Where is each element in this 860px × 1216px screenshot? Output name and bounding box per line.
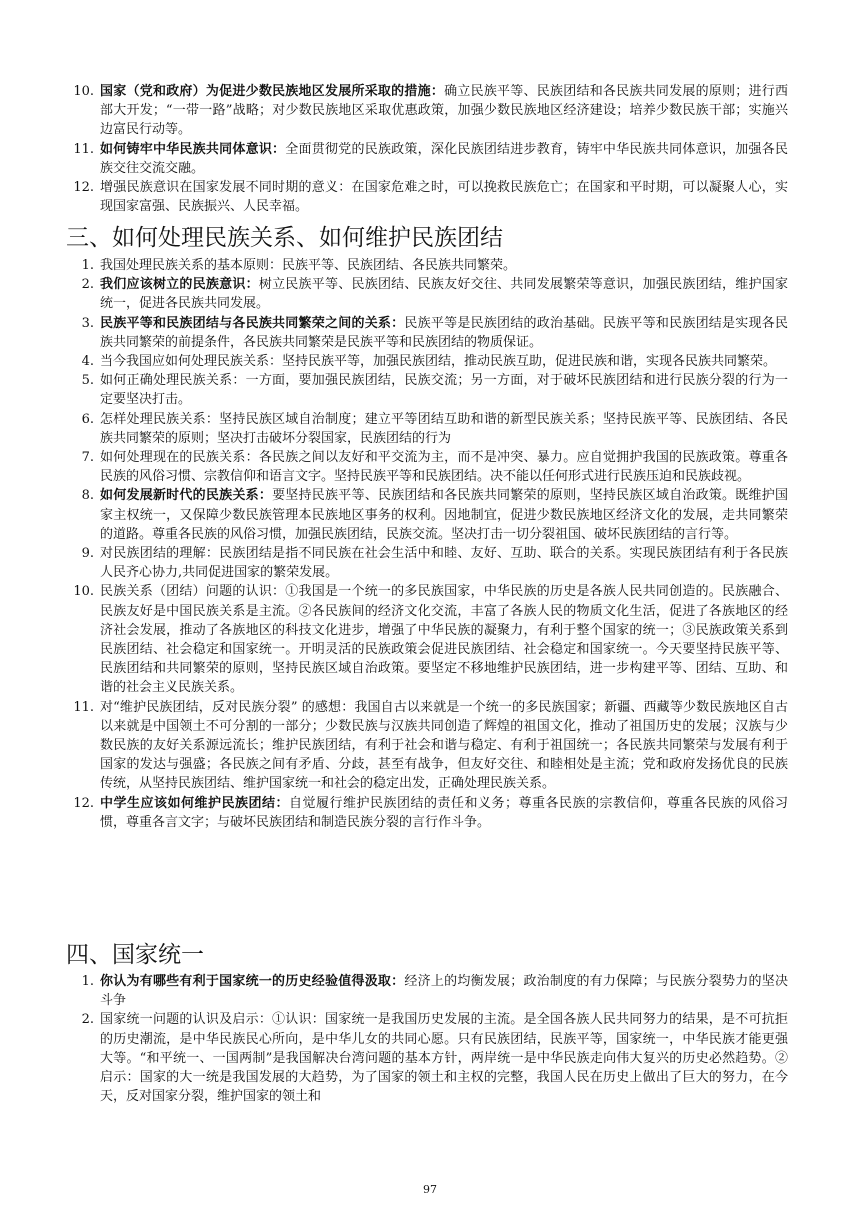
item-text bbox=[100, 314, 788, 352]
item-body: 怎样处理民族关系：坚持民族区域自治制度；建立平等团结互助和谐的新型民族关系；坚持民族平等、民族团结、各民族共同繁荣的原则；坚决打击破坏分裂国家，民族团结的行为 bbox=[100, 411, 788, 446]
item-body: 经济上的均衡发展；政治制度的有力保障；与民族分裂势力的坚决斗争 bbox=[100, 974, 788, 1009]
item-body: 如何处理现在的民族关系：各民族之间以友好和平交流为主，而不是冲突、暴力。应自觉拥护我国的民族政策。尊重各民族的风俗习惯、宗教信仰和语言文字。坚持民族平等和民族团结。决不能以任何形式进行民族压迫和民族歧视。 bbox=[100, 450, 788, 485]
item-text bbox=[100, 140, 788, 178]
item-body: 国家统一问题的认识及启示：①认识：国家统一是我国历史发展的主流。是全国各族人民共同努力的结果，是不可抗拒的历史潮流，是中华民族民心所向，是中华儿女的共同心愿。只有民族团结，民族平等，国家统一，中华民族才能更强大等。“和平统一、一国两制”是我国解决台湾问题的基本方针，两岸统一是中华民族走向伟大复兴的历史必然趋势。②启示：国家的大一统是我国发展的大趋势，为了国家的领土和主权的完整，我国人民在历史上做出了巨大的努力，在今天，反对国家分裂，维护国家的领土和 bbox=[100, 1012, 788, 1105]
list-item bbox=[66, 698, 788, 794]
list-section-2-tail bbox=[66, 82, 788, 216]
item-bold-lead: 民族平等和民族团结与各民族共同繁荣之间的关系： bbox=[100, 315, 405, 331]
item-text bbox=[100, 972, 788, 1010]
item-number: 7. bbox=[81, 450, 94, 466]
item-text bbox=[100, 698, 788, 794]
list-item bbox=[66, 352, 788, 371]
list-section-3 bbox=[66, 256, 788, 832]
list-item bbox=[66, 582, 788, 697]
item-body: 树立民族平等、民族团结、民族友好交往、共同发展繁荣等意识，加强民族团结，维护国家统一，促进各民族共同发展。 bbox=[100, 277, 788, 312]
item-bold-lead: 如何铸牢中华民族共同体意识： bbox=[100, 141, 286, 157]
item-text bbox=[100, 82, 788, 140]
item-number: 6. bbox=[81, 411, 94, 427]
item-body: 民族平等是民族团结的政治基础。民族平等和民族团结是实现各民族共同繁荣的前提条件，各民族共同繁荣是民族平等和民族团结的物质保证。 bbox=[100, 315, 788, 350]
list-item bbox=[66, 410, 788, 448]
list-item bbox=[66, 794, 788, 832]
item-text bbox=[100, 448, 788, 486]
list-item bbox=[66, 178, 788, 216]
item-number: 12. bbox=[73, 180, 94, 196]
item-text bbox=[100, 275, 788, 313]
list-item bbox=[66, 448, 788, 486]
list-item bbox=[66, 371, 788, 409]
item-body: 确立民族平等、民族团结和各民族共同发展的原则；进行西部大开发；“一带一路”战略；对少数民族地区采取优惠政策，加强少数民族地区经济建设；培养少数民族干部；实施兴边富民行动等。 bbox=[100, 84, 788, 138]
item-body: 民族关系（团结）问题的认识：①我国是一个统一的多民族国家，中华民族的历史是各族人民共同创造的。民族融合、民族友好是中国民族关系是主流。②各民族间的经济文化交流，丰富了各族人民的物质文化生活，促进了各族地区的经济社会发展，推动了各族地区的科技文化进步，增强了中华民族的凝聚力，有利于整个国家的统一；③民族政策关系到民族团结、社会稳定和国家统一。开明灵活的民族政策会促进民族团结、社会稳定和国家统一。今天要坚持民族平等、民族团结和共同繁荣的原则，坚持民族区域自治政策。要坚定不移地维护民族团结，进一步构建平等、团结、互助、和谐的社会主义民族关系。 bbox=[100, 584, 788, 696]
item-number: 4. bbox=[81, 354, 94, 370]
list-item bbox=[66, 256, 788, 275]
item-text bbox=[100, 794, 788, 832]
list-item bbox=[66, 1010, 788, 1106]
item-number: 1. bbox=[81, 258, 94, 273]
item-text bbox=[100, 371, 788, 409]
list-item bbox=[66, 486, 788, 544]
list-item bbox=[66, 972, 788, 1010]
item-number: 1. bbox=[81, 974, 94, 989]
item-number: 10. bbox=[73, 84, 94, 99]
item-number: 10. bbox=[73, 584, 94, 600]
item-bold-lead: 我们应该树立的民族意识： bbox=[100, 277, 259, 293]
item-body: 对民族团结的理解：民族团结是指不同民族在社会生活中和睦、友好、互助、联合的关系。实现民族团结有利于各民族人民齐心协力,共同促进国家的繁荣发展。 bbox=[100, 546, 788, 581]
item-body: 自觉履行维护民族团结的责任和义务；尊重各民族的宗教信仰，尊重各民族的风俗习惯，尊重各言文字；与破坏民族团结和制造民族分裂的言行作斗争。 bbox=[100, 795, 788, 830]
item-number: 2. bbox=[81, 1012, 94, 1028]
item-text bbox=[100, 486, 788, 544]
item-body: 我国处理民族关系的基本原则：民族平等、民族团结、各民族共同繁荣。 bbox=[100, 258, 517, 273]
item-body: 对“维护民族团结，反对民族分裂” 的感想：我国自古以来就是一个统一的多民族国家；新疆、西藏等少数民族地区自古以来就是中国领土不可分割的一部分；少数民族与汉族共同创造了辉煌的祖国文化，推动了祖国历史的发展；汉族与少数民族的友好关系源远流长；维护民族团结，有利于社会和谐与稳定、有利于祖国统一；各民族共同繁荣与发展有利于国家的发达与强盛；各民族之间有矛盾、分歧，甚至有战争，但友好交往、和睦相处是主流；党和政府发扬优良的民族传统，从坚持民族团结、维护国家统一和社会的稳定出发，正确处理民族关系。 bbox=[100, 699, 788, 792]
item-body: 增强民族意识在国家发展不同时期的意义：在国家危难之时，可以挽救民族危亡；在国家和平时期，可以凝聚人心，实现国家富强、民族振兴、人民幸福。 bbox=[100, 180, 788, 215]
heading-section-4: 四、国家统一 bbox=[66, 942, 204, 968]
item-body: 如何正确处理民族关系：一方面，要加强民族团结，民族交流；另一方面，对于破坏民族团结和进行民族分裂的行为一定要坚决打击。 bbox=[100, 373, 788, 408]
item-number: 11. bbox=[73, 699, 94, 715]
item-text bbox=[100, 1010, 788, 1106]
item-bold-lead: 你认为有哪些有利于国家统一的历史经验值得汲取： bbox=[100, 974, 405, 989]
list-item bbox=[66, 140, 788, 178]
item-text bbox=[100, 352, 788, 371]
item-bold-lead: 国家（党和政府）为促进少数民族地区发展所采取的措施： bbox=[100, 84, 445, 99]
list-section-4 bbox=[66, 972, 788, 1106]
item-number: 12. bbox=[73, 795, 94, 811]
item-number: 8. bbox=[81, 488, 94, 504]
item-body: 当今我国应如何处理民族关系：坚持民族平等，加强民族团结，推动民族互助，促进民族和谐，实现各民族共同繁荣。 bbox=[100, 354, 777, 370]
page-number: 97 bbox=[423, 1183, 437, 1196]
item-body: 全面贯彻党的民族政策，深化民族团结进步教育，铸牢中华民族共同体意识，加强各民族交往交流交融。 bbox=[100, 141, 788, 176]
list-item bbox=[66, 314, 788, 352]
item-number: 11. bbox=[73, 141, 94, 157]
item-text bbox=[100, 544, 788, 582]
list-item bbox=[66, 82, 788, 140]
item-number: 3. bbox=[81, 315, 94, 331]
item-number: 9. bbox=[81, 546, 94, 562]
item-text bbox=[100, 178, 788, 216]
item-number: 5. bbox=[81, 373, 94, 389]
heading-section-3: 三、如何处理民族关系、如何维护民族团结 bbox=[66, 225, 503, 251]
item-bold-lead: 如何发展新时代的民族关系： bbox=[100, 488, 273, 504]
item-text bbox=[100, 582, 788, 697]
item-text bbox=[100, 410, 788, 448]
list-item bbox=[66, 544, 788, 582]
item-text bbox=[100, 256, 788, 275]
item-number: 2. bbox=[81, 277, 94, 293]
item-body: 要坚持民族平等、民族团结和各民族共同繁荣的原则，坚持民族区域自治政策。既维护国家主权统一，又保障少数民族管理本民族地区事务的权利。因地制宜，促进少数民族地区经济文化的发展，走共同繁荣的道路。尊重各民族的风俗习惯，加强民族团结，民族交流。坚决打击一切分裂祖国、破坏民族团结的言行等。 bbox=[100, 488, 788, 542]
item-bold-lead: 中学生应该如何维护民族团结： bbox=[100, 795, 289, 811]
list-item bbox=[66, 275, 788, 313]
